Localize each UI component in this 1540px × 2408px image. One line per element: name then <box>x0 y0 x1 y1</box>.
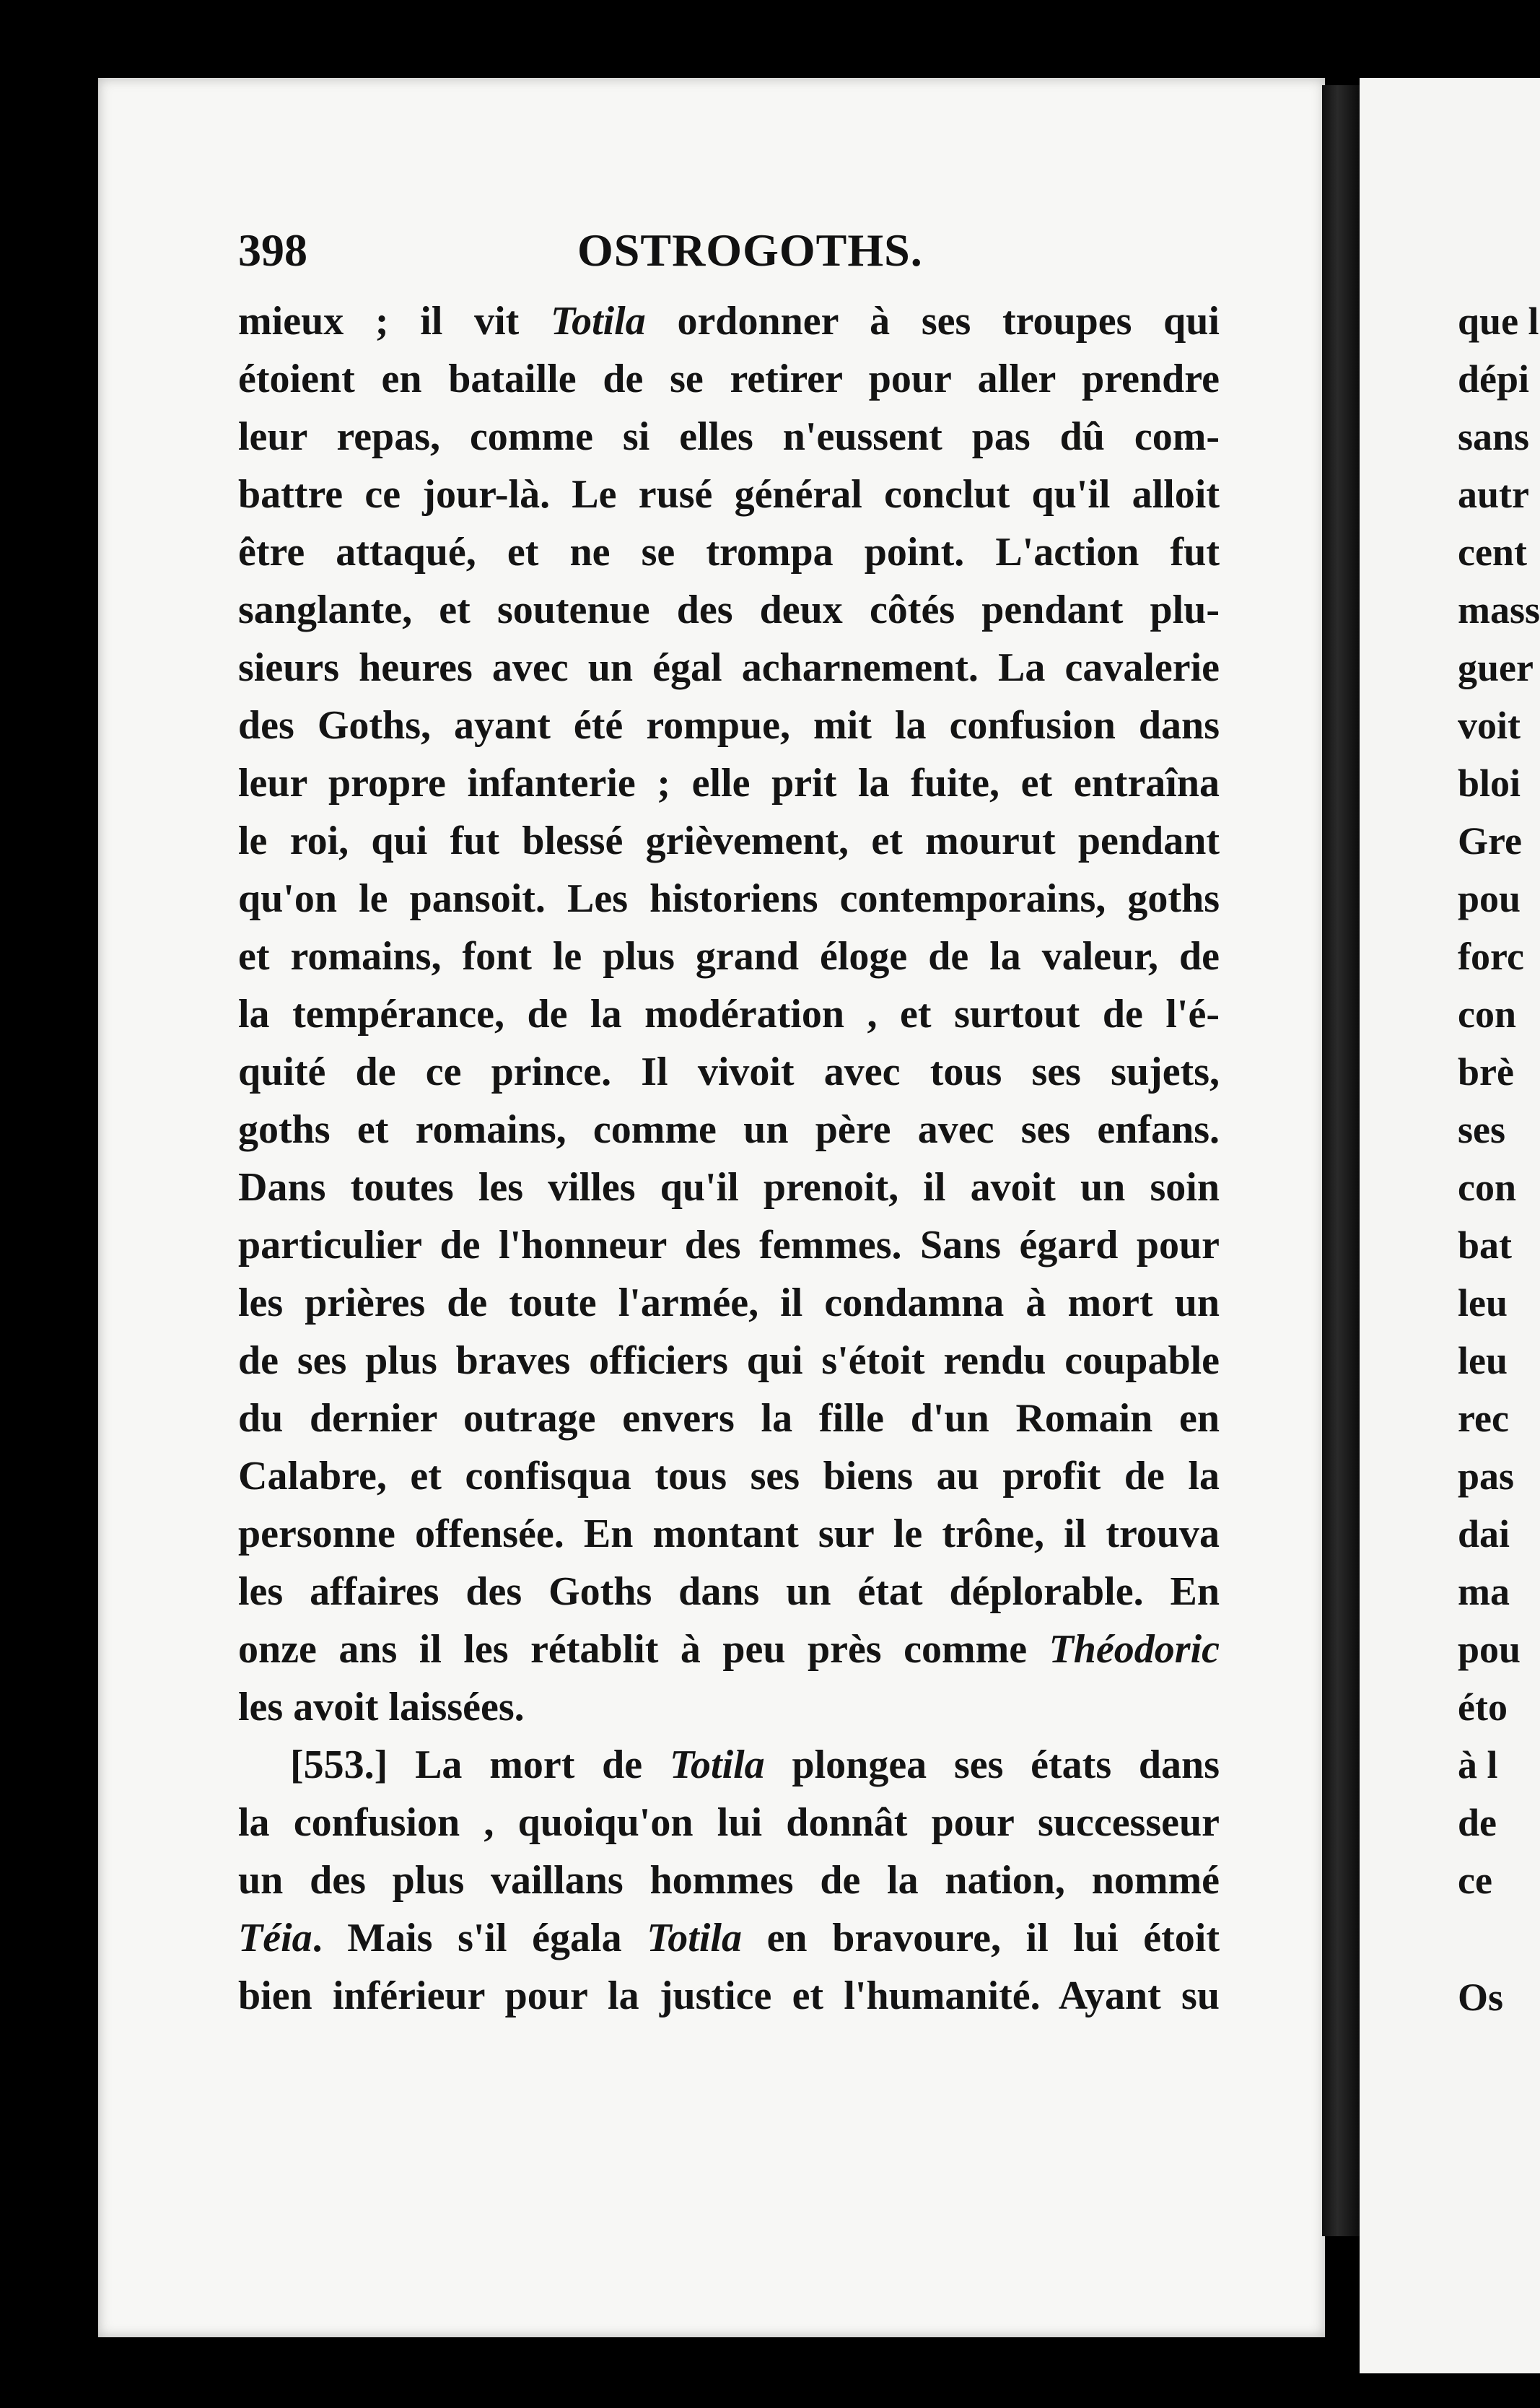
page-number: 398 <box>238 224 307 276</box>
right-line: sans <box>1458 415 1530 458</box>
text-line: du dernier outrage envers la fille d'un Romain en <box>238 1396 1220 1441</box>
text-line: leur repas, comme si elles n'eussent pas dû com- <box>238 414 1220 459</box>
text-line: bien inférieur pour la justice et l'humanité. Ayant su <box>238 1973 1220 2018</box>
right-line: forc <box>1458 935 1524 978</box>
right-line: con <box>1458 1166 1516 1209</box>
text-line: personne offensée. En montant sur le trône, il trouva <box>238 1511 1220 1556</box>
text-line: de ses plus braves officiers qui s'étoit rendu coupable <box>238 1338 1220 1383</box>
text-line: mieux ; il vit Totila ordonner à ses troupes qui <box>238 299 1220 344</box>
text-line: un des plus vaillans hommes de la nation, nommé <box>238 1858 1220 1903</box>
text-line: la confusion , quoiqu'on lui donnât pour successeur <box>238 1800 1220 1845</box>
text-line: des Goths, ayant été rompue, mit la confusion dans <box>238 703 1220 748</box>
right-line: pou <box>1458 877 1521 920</box>
text-line: les avoit laissées. <box>238 1685 525 1729</box>
right-line: voit <box>1458 704 1521 747</box>
right-line: dépi <box>1458 357 1530 401</box>
text-line: Téia. Mais s'il égala Totila en bravoure, il lui étoit <box>238 1916 1220 1960</box>
text-line: battre ce jour-là. Le rusé général conclut qu'il alloit <box>238 472 1220 517</box>
text-line: onze ans il les rétablit à peu près comme Théodoric <box>238 1627 1220 1672</box>
right-line: rec <box>1458 1397 1509 1440</box>
right-line: à l <box>1458 1743 1498 1787</box>
right-line: Gre <box>1458 819 1522 863</box>
text-line: la tempérance, de la modération , et surtout de l'é- <box>238 992 1220 1037</box>
text-line: quité de ce prince. Il vivoit avec tous ses sujets, <box>238 1050 1220 1094</box>
right-line: leu <box>1458 1281 1508 1325</box>
text-line: et romains, font le plus grand éloge de la valeur, de <box>238 934 1220 979</box>
right-line: leu <box>1458 1339 1508 1382</box>
right-line: con <box>1458 993 1516 1036</box>
right-line: ce <box>1458 1859 1492 1902</box>
text-line: [553.] La mort de Totila plongea ses états dans <box>290 1742 1220 1787</box>
text-line: sieurs heures avec un égal acharnement. La cavalerie <box>238 645 1220 690</box>
right-line: pas <box>1458 1454 1515 1498</box>
running-title: OSTROGOTHS. <box>577 224 923 276</box>
text-line: sanglante, et soutenue des deux côtés pendant plu- <box>238 588 1220 632</box>
right-line: de <box>1458 1801 1497 1844</box>
text-line: Dans toutes les villes qu'il prenoit, il avoit un soin <box>238 1165 1220 1210</box>
right-line: mass <box>1458 588 1540 632</box>
text-line: le roi, qui fut blessé grièvement, et mourut pendant <box>238 819 1220 863</box>
right-line: ses <box>1458 1108 1505 1151</box>
text-line: qu'on le pansoit. Les historiens contemporains, goths <box>238 876 1220 921</box>
text-line: les affaires des Goths dans un état déplorable. En <box>238 1569 1220 1614</box>
right-line: que l <box>1458 300 1539 343</box>
book-gutter <box>1322 85 1361 2236</box>
right-line: bloi <box>1458 762 1521 805</box>
text-line: étoient en bataille de se retirer pour aller prendre <box>238 357 1220 401</box>
page-header <box>238 224 1227 289</box>
text-line: les prières de toute l'armée, il condamna à mort un <box>238 1281 1220 1325</box>
text-line: particulier de l'honneur des femmes. Sans égard pour <box>238 1223 1220 1268</box>
right-page-text <box>1458 292 1540 2026</box>
right-page-gap <box>1458 1909 1540 1968</box>
text-line: Calabre, et confisqua tous ses biens au profit de la <box>238 1454 1220 1499</box>
text-line: goths et romains, comme un père avec ses enfans. <box>238 1107 1220 1152</box>
right-line: Os <box>1458 1976 1504 2019</box>
right-line: pou <box>1458 1628 1521 1671</box>
right-line: ma <box>1458 1570 1510 1613</box>
right-line: autr <box>1458 473 1529 516</box>
right-line: éto <box>1458 1685 1508 1729</box>
right-line: dai <box>1458 1512 1510 1556</box>
right-line: brè <box>1458 1050 1514 1094</box>
right-line: bat <box>1458 1223 1513 1267</box>
body-text <box>238 292 1220 2025</box>
text-line: leur propre infanterie ; elle prit la fuite, et entraîna <box>238 761 1220 806</box>
right-line: cent <box>1458 531 1527 574</box>
right-line: guer <box>1458 646 1534 689</box>
text-line: être attaqué, et ne se trompa point. L'action fut <box>238 530 1220 575</box>
